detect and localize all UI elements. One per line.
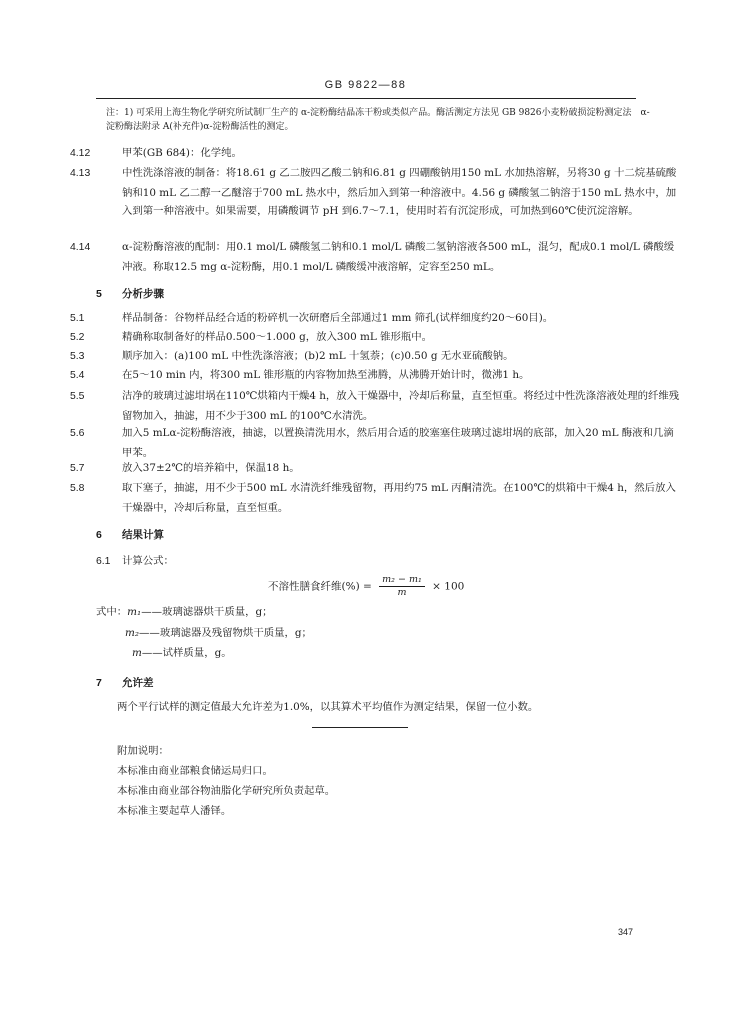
step-5-6: 5.6 加入5 mLα-淀粉酶溶液，抽滤，以置换清洗用水，然后用合适的胶塞塞住玻璃过滤坩埚的底部，加入20 mL 酶液和几滴甲苯。 (70, 427, 674, 459)
step-5-5: 5.5 洁净的玻璃过滤坩埚在110℃烘箱内干燥4 h，放入干燥器中，冷却后称量，直至恒重。将经过中性洗涤溶液处理的纤维残留物加入，抽滤，用不少于300 mL 的100℃水清洗。 (70, 390, 680, 422)
formula-fraction (379, 574, 425, 599)
clause-6-1: 6.1 计算公式： (96, 555, 174, 567)
clause-text: 甲苯(GB 684)：化学纯。 (122, 147, 242, 159)
legend-row: m₂——玻璃滤器及残留物烘干质量，g； (125, 627, 312, 639)
step-5-3: 5.3 顺序加入：(a)100 mL 中性洗涤溶液；(b)2 mL 十氢萘；(c)0.50 g 无水亚硫酸钠。 (70, 350, 514, 362)
section-5-heading: 5 分析步骤 (96, 288, 164, 300)
section-7-heading: 7 允许差 (96, 677, 154, 689)
additional-notes (117, 741, 677, 821)
legend-symbol: m (132, 647, 142, 659)
section-6-heading: 6 结果计算 (96, 529, 164, 541)
reagent-4-12 (70, 146, 682, 161)
additional-title: 附加说明： (117, 745, 169, 757)
legend-symbol: m₁ (127, 606, 142, 618)
additional-line: 本标准由商业部谷物油脂化学研究所负责起草。 (117, 785, 336, 797)
formula-numerator: m₂ − m₁ (379, 574, 425, 587)
tolerance-text: 两个平行试样的测定值最大允许差为1.0%，以其算术平均值作为测定结果，保留一位小数。 (117, 701, 539, 713)
reagent-4-13 (70, 164, 682, 221)
legend-symbol: m₂ (125, 627, 140, 639)
divider-rule (312, 727, 408, 728)
clause-text: 中性洗涤溶液的制备：将18.61 g 乙二胺四乙酸二钠和6.81 g 四硼酸钠用150 mL 水加热溶解，另将30 g 十二烷基硫酸钠和10 mL 乙二醇一乙醚溶于700 mL 热水中，然后加入到第一种溶液中。4.56 g 磷酸氢二钠溶于150 mL 热水中，加入到第一种溶液中。如果需要，用磷酸调节 pH 到6.7～7.1，使用时若有沉淀形成，可加热到60℃使沉淀溶解。 (122, 167, 677, 217)
step-5-7: 5.7 放入37±2℃的培养箱中，保温18 h。 (70, 462, 300, 474)
formula-rhs: × 100 (432, 580, 465, 593)
formula-denominator: m (397, 587, 407, 598)
footnote: 注：1) 可采用上海生物化学研究所试制厂生产的 α-淀粉酶结晶冻干粉或类似产品。酶活测定方法见 GB 9826小麦粉破损淀粉测定法 α-淀粉酶法附录 A(补充件)α-淀粉酶活性的测定。 (106, 108, 650, 132)
additional-line: 本标准主要起草人潘铎。 (117, 805, 232, 817)
reagent-4-14 (70, 238, 682, 276)
step-5-4: 5.4 在5～10 min 内，将300 mL 锥形瓶的内容物加热至沸腾，从沸腾开始计时，微沸1 h。 (70, 369, 530, 381)
clause-number: 4.14 (70, 242, 91, 253)
step-5-8: 5.8 取下塞子，抽滤，用不少于500 mL 水清洗纤维残留物，再用约75 mL 丙酮清洗。在100℃的烘箱中干燥4 h，然后放入干燥器中，冷却后称量，直至恒重。 (70, 482, 676, 514)
clause-number: 4.12 (70, 148, 91, 159)
additional-line: 本标准由商业部粮食储运局归口。 (117, 765, 273, 777)
clause-text: α-淀粉酶溶液的配制：用0.1 mol/L 磷酸氢二钠和0.1 mol/L 磷酸二氢钠溶液各500 mL，混匀，配成0.1 mol/L 磷酸缓冲液。称取12.5 mg α-淀粉酶，用0.1 mol/L 磷酸缓冲液溶解，定容至250 mL。 (122, 241, 675, 273)
page-number: 347 (618, 927, 634, 937)
header-rule (96, 98, 636, 99)
legend-row: m——试样质量，g。 (132, 647, 232, 659)
clause-number: 4.13 (70, 168, 91, 179)
formula-lhs: 不溶性膳食纤维(%) = (268, 580, 372, 593)
step-5-1: 5.1 样品制备：谷物样品经合适的粉碎机一次研磨后全部通过1 mm 筛孔(试样细度约20～60目)。 (70, 312, 554, 324)
fiber-formula (268, 574, 464, 602)
page-header: GB 9822—88 (324, 79, 407, 91)
step-5-2: 5.2 精确称取制备好的样品0.500～1.000 g，放入300 mL 锥形瓶中。 (70, 331, 433, 343)
legend-row: 式中：m₁——玻璃滤器烘干质量，g； (96, 606, 273, 618)
